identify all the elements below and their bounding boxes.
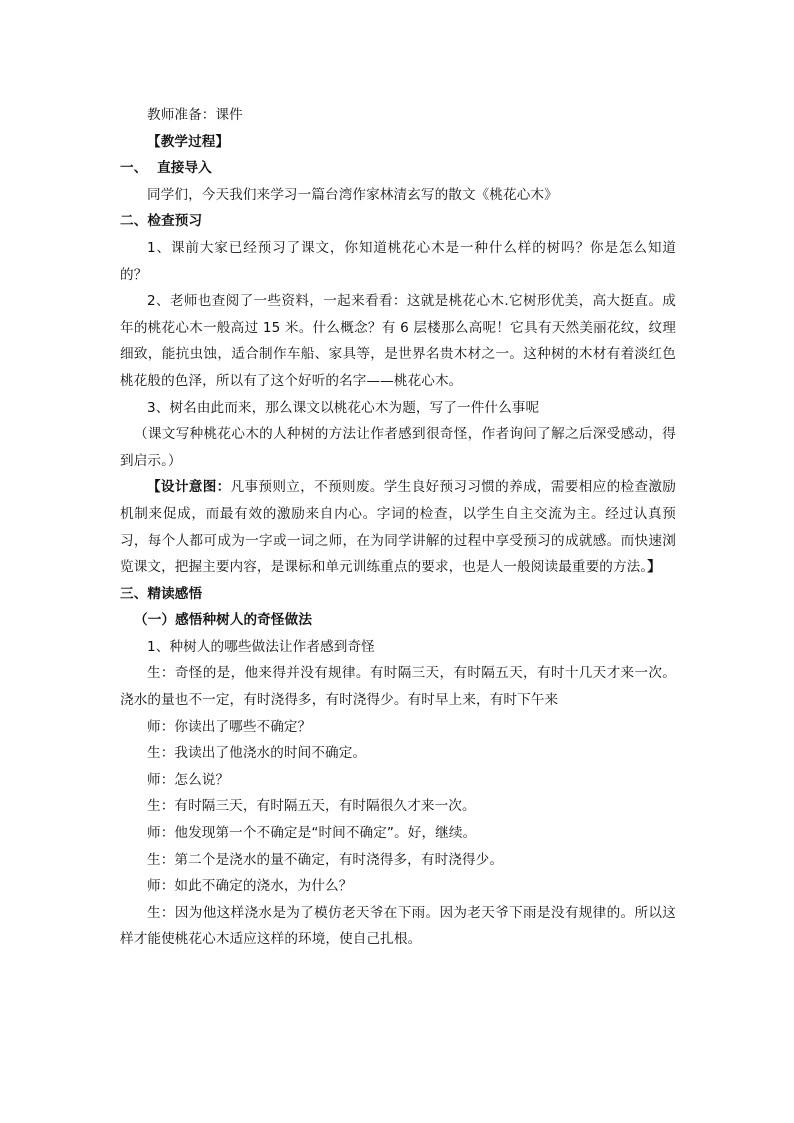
section-2-paragraph-1: 1、课前大家已经预习了课文，你知道桃花心木是一种什么样的树吗？你是怎么知道的？ [120,239,676,283]
teacher-prep: 教师准备：课件 [147,107,243,123]
dialogue-line-8: 师：如此不确定的浇水，为什么？ [147,878,353,895]
document-body [120,102,676,953]
design-intent-paragraph [120,474,676,580]
section-1-number: 一、 [120,160,148,177]
section-3-subheading: （一）感悟种树人的奇怪做法 [134,612,313,629]
section-2-heading: 二、检查预习 [120,213,203,230]
dialogue-line-5: 生：有时隔三天，有时隔五天，有时隔很久才来一次。 [147,798,476,815]
dialogue-line-6: 师：他发现第一个不确定是“时间不确定”。好，继续。 [147,825,477,842]
dialogue-line-2: 师：你读出了哪些不确定？ [147,718,312,735]
dialogue-line-3: 生：我读出了他浇水的时间不确定。 [147,745,367,762]
section-3-heading: 三、精读感悟 [120,585,203,602]
section-1-heading [120,155,676,182]
dialogue-line-7: 生：第二个是浇水的量不确定，有时浇得多，有时浇得少。 [147,851,504,868]
teaching-process-label: 【教学过程】 [147,133,230,150]
teaching-process-heading [120,129,676,156]
section-2-paragraph-3: 3、树名由此而来，那么课文以桃花心木为题，写了一件什么事呢 [147,399,540,416]
section-1-paragraph: 同学们，今天我们来学习一篇台湾作家林清玄写的散文《桃花心木》 [147,186,558,203]
design-intent-label: 【设计意图： [147,479,231,496]
section-2-paragraph-2: 2、老师也查阅了一些资料，一起来看看：这就是桃花心木.它树形优美，高大挺直。成年的桃花心木一般高过 15 米。什么概念？有 6 层楼那么高呢！它具有天然美丽花纹，纹理细致，能抗虫蚀，适合制作车船、家具等，是世界名贵木材之一。这种树的木材有着淡红色桃花般的色泽，所以有了这个好听的名字——桃花心木。 [120,293,676,389]
section-3-question-1: 1、种树人的哪些做法让作者感到奇怪 [147,638,375,655]
dialogue-line-4: 师：怎么说？ [147,771,230,788]
section-2-paragraph-4: （课文写种桃花心木的人种树的方法让作者感到很奇怪，作者询问了解之后深受感动，得到启示。） [120,426,676,469]
design-intent-text: 凡事预则立，不预则废。学生良好预习习惯的养成，需要相应的检查激励机制来促成，而最有效的激励来自内心。字词的检查，以学生自主交流为主。经过认真预习，每个人都可成为一字或一词之师，在为同学讲解的过程中享受预习的成就感。而快速浏览课文，把握主要内容，是课标和单元训练重点的要求，也是人一般阅读最重要的方法。 [120,479,676,576]
design-intent-end: 】 [647,559,661,576]
dialogue-line-9: 生：因为他这样浇水是为了模仿老天爷在下雨。因为老天爷下雨是没有规律的。所以这样才能使桃花心木适应这样的环境，使自己扎根。 [120,904,676,948]
section-1-title: 直接导入 [157,160,212,177]
dialogue-line-1: 生：奇怪的是，他来得并没有规律。有时隔三天，有时隔五天，有时十几天才来一次。浇水的量也不一定，有时浇得多，有时浇得少。有时早上来，有时下午来 [120,665,676,709]
